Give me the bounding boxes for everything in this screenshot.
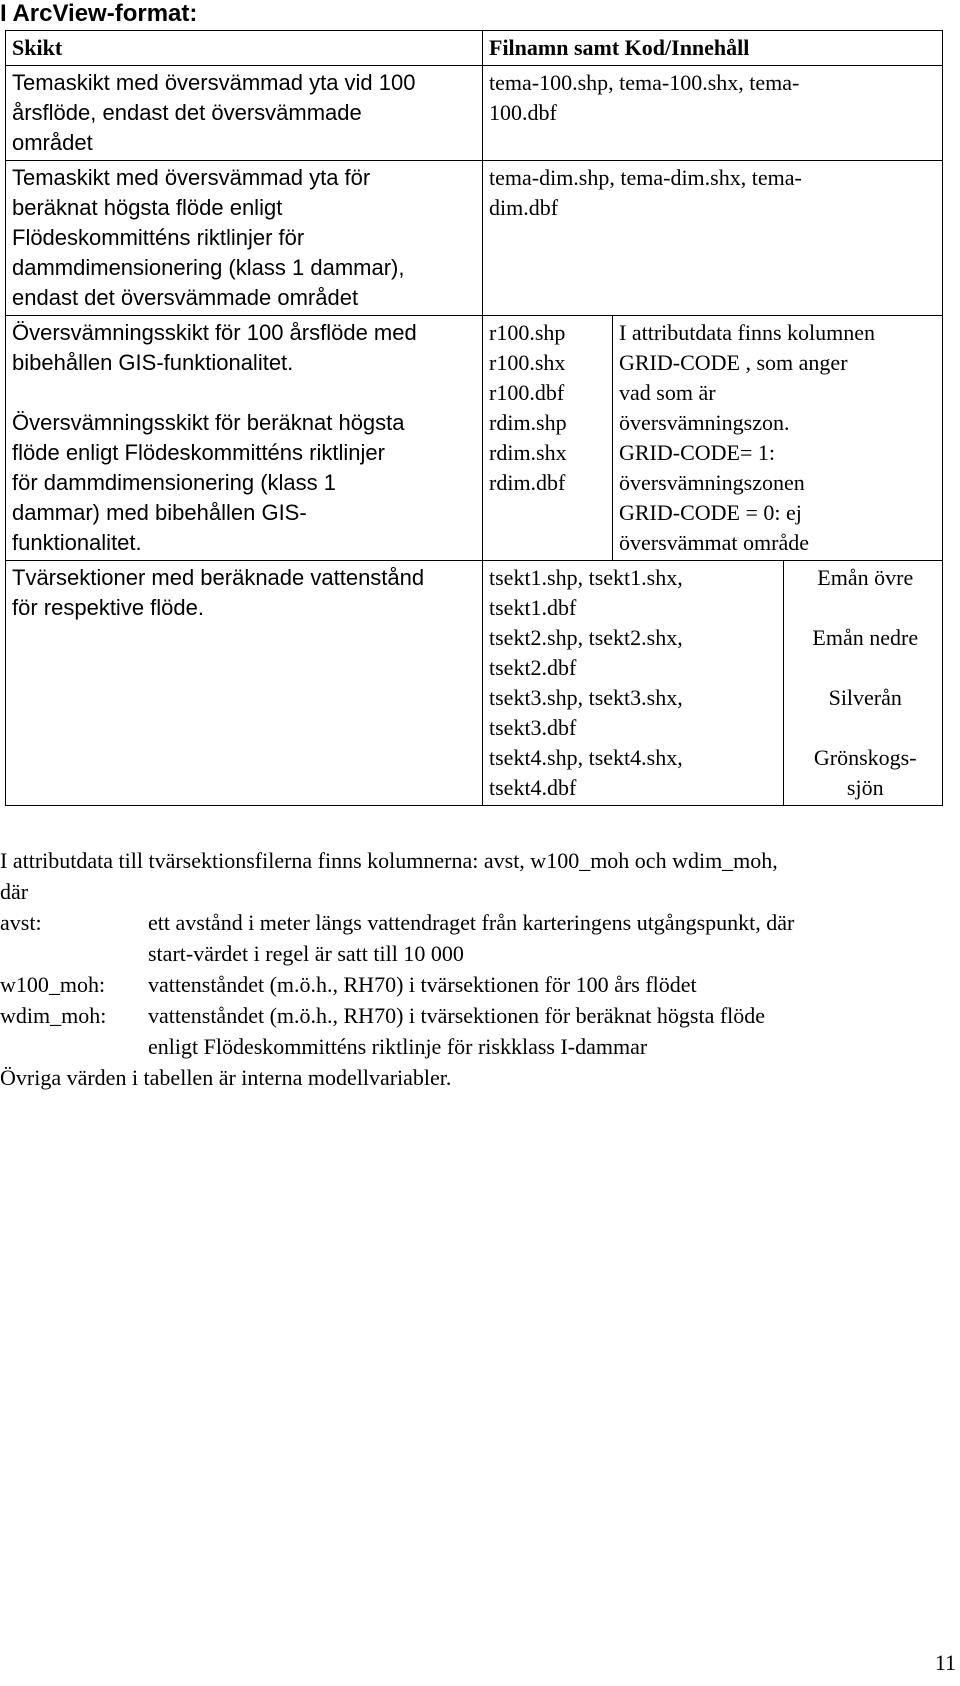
section-files xyxy=(483,683,783,743)
text-line: Emån övre xyxy=(817,565,914,590)
layer-cell-3 xyxy=(6,316,483,561)
text-line: enligt Flödeskommitténs riktlinje för riskklass I-dammar xyxy=(148,1034,648,1059)
text-line: r100.dbf xyxy=(489,380,565,405)
definition-item xyxy=(0,969,958,1000)
text-line: GRID-CODE , som anger xyxy=(619,350,848,375)
header-layer: Skikt xyxy=(6,31,483,66)
definition-item xyxy=(0,1000,958,1062)
spacer xyxy=(12,378,476,408)
list-item xyxy=(483,743,943,805)
cross-section-cell xyxy=(483,561,943,806)
text-line: r100.shp xyxy=(489,320,566,345)
text-line: dammdimensionering (klass 1 dammar), xyxy=(12,255,405,280)
text-line: Översvämningsskikt för 100 årsflöde med xyxy=(12,320,417,345)
table-row xyxy=(6,561,943,806)
text-line: årsflöde, endast det översvämmade xyxy=(12,100,362,125)
text-line: vattenståndet (m.ö.h., RH70) i tvärsektionen för 100 års flödet xyxy=(148,972,697,997)
text-line: vad som är xyxy=(619,380,716,405)
text-line: för respektive flöde. xyxy=(12,595,204,620)
files-cell-1 xyxy=(483,66,943,161)
text-line: bibehållen GIS-funktionalitet. xyxy=(12,350,294,375)
text-line: rdim.shx xyxy=(489,440,567,465)
section-heading: I ArcView-format: xyxy=(0,0,198,27)
table-row xyxy=(6,161,943,316)
list-item xyxy=(483,623,943,683)
section-river-name xyxy=(783,623,943,683)
text-line: rdim.dbf xyxy=(489,470,566,495)
text-line: dim.dbf xyxy=(489,195,559,220)
text-line: tsekt3.dbf xyxy=(489,715,577,740)
definition-term: wdim_moh: xyxy=(0,1003,107,1028)
table-row xyxy=(6,316,943,561)
text-line: tsekt1.shp, tsekt1.shx, xyxy=(489,565,683,590)
definition-item xyxy=(0,907,958,969)
raster-files-cell xyxy=(483,316,613,561)
text-line: vattenståndet (m.ö.h., RH70) i tvärsektionen för beräknat högsta flöde xyxy=(148,1003,766,1028)
text-line: r100.shx xyxy=(489,350,566,375)
text-line: tsekt2.dbf xyxy=(489,655,577,680)
list-item xyxy=(483,561,943,623)
notes-closing: Övriga värden i tabellen är interna modellvariabler. xyxy=(0,1065,452,1090)
file-format-table xyxy=(5,30,943,806)
layer-cell-2 xyxy=(6,161,483,316)
text-line: tsekt1.dbf xyxy=(489,595,577,620)
text-line: 100.dbf xyxy=(489,100,557,125)
text-line: Översvämningsskikt för beräknat högsta xyxy=(12,410,405,435)
text-line: Temaskikt med översvämmad yta för xyxy=(12,165,371,190)
cross-section-table xyxy=(483,561,943,805)
text-line: tsekt4.dbf xyxy=(489,775,577,800)
text-line: tsekt4.shp, tsekt4.shx, xyxy=(489,745,683,770)
text-line: rdim.shp xyxy=(489,410,567,435)
text-line: endast det översvämmade området xyxy=(12,285,359,310)
section-river-name xyxy=(783,683,943,743)
header-files: Filnamn samt Kod/Innehåll xyxy=(483,31,943,66)
layer-cell-4 xyxy=(6,561,483,806)
definition-term: w100_moh: xyxy=(0,972,106,997)
text-line: tema-100.shp, tema-100.shx, tema- xyxy=(489,70,800,95)
page-number: 11 xyxy=(934,1650,956,1675)
text-line: sjön xyxy=(846,775,884,800)
text-line: Flödeskommitténs riktlinjer för xyxy=(12,225,305,250)
definition-description xyxy=(148,969,958,1000)
definition-term: avst: xyxy=(0,910,42,935)
text-line: översvämmat område xyxy=(619,530,809,555)
text-line: GRID-CODE= 1: xyxy=(619,440,776,465)
text-line: Grönskogs- xyxy=(813,745,917,770)
layer-cell-1 xyxy=(6,66,483,161)
text-line: flöde enligt Flödeskommitténs riktlinjer xyxy=(12,440,385,465)
list-item xyxy=(483,683,943,743)
section-river-name xyxy=(783,743,943,805)
notes-intro-line: där xyxy=(0,879,29,904)
notes-intro-line: I attributdata till tvärsektionsfilerna finns kolumnerna: avst, w100_moh och wdim_moh, xyxy=(0,848,778,873)
text-line: GRID-CODE = 0: ej xyxy=(619,500,802,525)
section-files xyxy=(483,561,783,623)
definition-description xyxy=(148,907,958,969)
table-row xyxy=(6,66,943,161)
text-line: Temaskikt med översvämmad yta vid 100 xyxy=(12,70,416,95)
text-line: översvämningszon. xyxy=(619,410,790,435)
text-line: tsekt2.shp, tsekt2.shx, xyxy=(489,625,683,650)
text-line: tema-dim.shp, tema-dim.shx, tema- xyxy=(489,165,802,190)
attribute-notes xyxy=(0,845,958,1093)
text-line: Emån nedre xyxy=(812,625,919,650)
text-line: ett avstånd i meter längs vattendraget från karteringens utgångspunkt, där xyxy=(148,910,795,935)
section-river-name xyxy=(783,561,943,623)
section-files xyxy=(483,743,783,805)
text-line: Tvärsektioner med beräknade vattenstånd xyxy=(12,565,425,590)
text-line: dammar) med bibehållen GIS- xyxy=(12,500,307,525)
text-line: för dammdimensionering (klass 1 xyxy=(12,470,337,495)
text-line: beräknat högsta flöde enligt xyxy=(12,195,283,220)
grid-code-cell xyxy=(613,316,943,561)
section-files xyxy=(483,623,783,683)
text-line: start-värdet i regel är satt till 10 000 xyxy=(148,941,464,966)
table-header-row xyxy=(6,31,943,66)
text-line: I attributdata finns kolumnen xyxy=(619,320,875,345)
text-line: tsekt3.shp, tsekt3.shx, xyxy=(489,685,683,710)
text-line: området xyxy=(12,130,93,155)
text-line: funktionalitet. xyxy=(12,530,142,555)
files-cell-2 xyxy=(483,161,943,316)
text-line: översvämningszonen xyxy=(619,470,805,495)
definition-description xyxy=(148,1000,958,1062)
text-line: Silverån xyxy=(828,685,902,710)
